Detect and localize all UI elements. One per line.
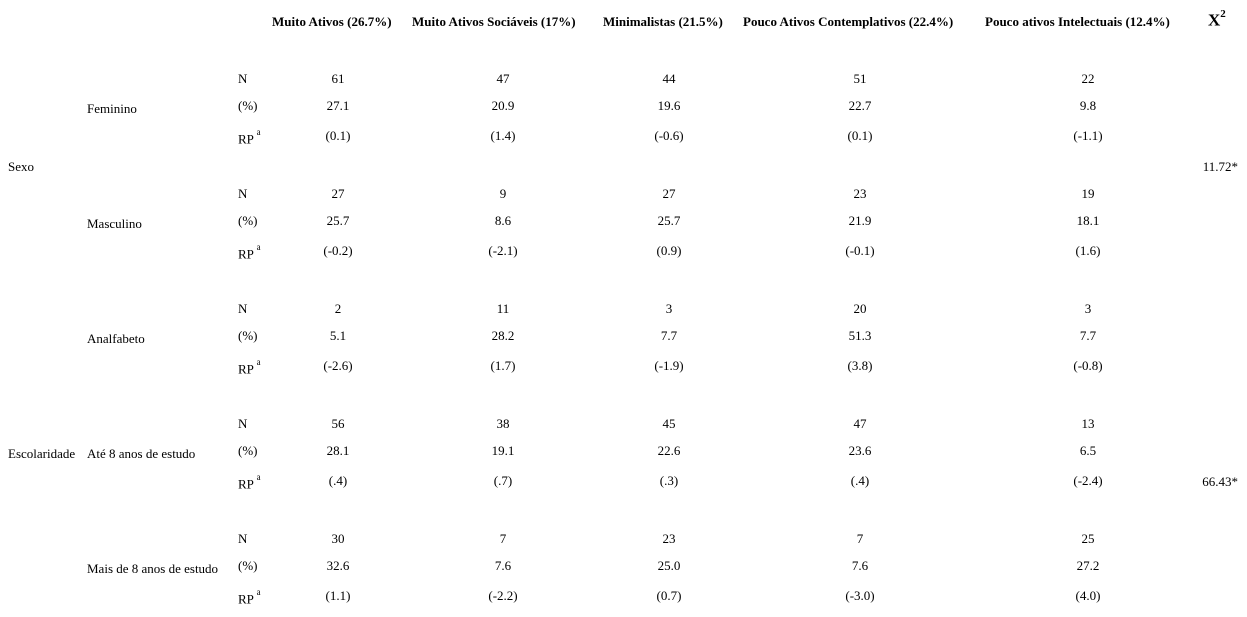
cell-pct: 21.9 [848, 213, 872, 228]
chi-square-symbol: X [1208, 10, 1221, 30]
cell-rp: (1.7) [490, 358, 516, 373]
cell-rp: (-2.1) [488, 243, 518, 258]
cell-pct: 22.7 [848, 98, 872, 113]
cell-rp: (-3.0) [845, 588, 875, 603]
stat-label-n: N [238, 416, 248, 431]
cell-rp: (0.1) [847, 128, 873, 143]
cell-n: 20 [853, 301, 867, 316]
cell-rp: (.4) [328, 473, 348, 488]
stat-label-rp [238, 242, 261, 262]
cell-n: 56 [331, 416, 345, 431]
cell-rp: (-0.6) [654, 128, 684, 143]
cell-n: 13 [1081, 416, 1095, 431]
cell-n: 22 [1081, 71, 1095, 86]
cell-pct: 8.6 [494, 213, 512, 228]
cell-n: 47 [496, 71, 510, 86]
cell-pct: 23.6 [848, 443, 872, 458]
rp-text: RP [238, 246, 254, 262]
rp-text: RP [238, 476, 254, 492]
cell-pct: 20.9 [491, 98, 515, 113]
cell-n: 61 [331, 71, 345, 86]
cell-rp: (-0.2) [323, 243, 353, 258]
stat-label-rp [238, 357, 261, 377]
cell-pct: 25.7 [657, 213, 681, 228]
cell-pct: 27.2 [1076, 558, 1100, 573]
cell-n: 19 [1081, 186, 1095, 201]
cell-rp: (0.7) [656, 588, 682, 603]
cell-pct: 9.8 [1079, 98, 1097, 113]
cell-n: 47 [853, 416, 867, 431]
cell-rp: (-0.1) [845, 243, 875, 258]
group-label: Escolaridade [8, 446, 76, 461]
rp-text: RP [238, 591, 254, 607]
subgroup-label: Masculino [87, 216, 142, 231]
cell-pct: 25.0 [657, 558, 681, 573]
rp-superscript: a [256, 242, 261, 252]
cell-n: 9 [499, 186, 507, 201]
column-header-minimalistas: Minimalistas (21.5%) [603, 14, 723, 29]
cell-pct: 22.6 [657, 443, 681, 458]
group-label: Sexo [8, 159, 34, 174]
cell-n: 23 [662, 531, 676, 546]
cell-rp: (-2.4) [1073, 473, 1103, 488]
cell-pct: 28.2 [491, 328, 515, 343]
cell-n: 7 [499, 531, 507, 546]
chi-square-superscript: 2 [1220, 8, 1226, 20]
cell-pct: 5.1 [329, 328, 347, 343]
cell-n: 27 [662, 186, 676, 201]
cell-pct: 51.3 [848, 328, 872, 343]
cell-rp: (.7) [493, 473, 513, 488]
stat-label-n: N [238, 186, 248, 201]
stat-label-pct: (%) [238, 328, 258, 343]
cell-rp: (3.8) [847, 358, 873, 373]
chi-square-value: 66.43* [1202, 474, 1238, 489]
cell-rp: (-1.9) [654, 358, 684, 373]
cell-n: 25 [1081, 531, 1095, 546]
stat-label-pct: (%) [238, 443, 258, 458]
cell-rp: (1.1) [325, 588, 351, 603]
cell-n: 3 [1084, 301, 1092, 316]
column-header-pouco-ativos-contemplativos: Pouco Ativos Contemplativos (22.4%) [743, 14, 954, 29]
cell-rp: (-1.1) [1073, 128, 1103, 143]
stat-label-rp [238, 127, 261, 147]
cell-n: 27 [331, 186, 345, 201]
cell-rp: (-2.2) [488, 588, 518, 603]
rp-superscript: a [256, 587, 261, 597]
subgroup-label: Mais de 8 anos de estudo [87, 561, 219, 576]
cell-pct: 19.6 [657, 98, 681, 113]
cell-n: 38 [496, 416, 510, 431]
stat-label-n: N [238, 531, 248, 546]
cell-pct: 25.7 [326, 213, 350, 228]
cell-rp: (1.6) [1075, 243, 1101, 258]
cell-pct: 32.6 [326, 558, 350, 573]
stat-label-pct: (%) [238, 558, 258, 573]
stat-label-pct: (%) [238, 213, 258, 228]
cell-n: 45 [662, 416, 676, 431]
cell-pct: 28.1 [326, 443, 350, 458]
cell-n: 44 [662, 71, 676, 86]
cell-pct: 19.1 [491, 443, 515, 458]
rp-superscript: a [256, 127, 261, 137]
cell-n: 23 [853, 186, 867, 201]
rp-text: RP [238, 361, 254, 377]
chi-square-value: 11.72* [1202, 159, 1238, 174]
cell-pct: 7.7 [660, 328, 678, 343]
column-header-muito-ativos-sociaveis: Muito Ativos Sociáveis (17%) [412, 14, 576, 29]
rp-text: RP [238, 131, 254, 147]
stat-label-rp [238, 587, 261, 607]
cell-rp: (.4) [850, 473, 870, 488]
cell-pct: 18.1 [1076, 213, 1100, 228]
chi-square-header [1208, 10, 1226, 31]
cell-pct: 7.6 [494, 558, 512, 573]
cell-n: 30 [331, 531, 345, 546]
cell-pct: 27.1 [326, 98, 350, 113]
rp-superscript: a [256, 472, 261, 482]
subgroup-label: Feminino [87, 101, 137, 116]
cell-rp: (1.4) [490, 128, 516, 143]
stat-label-n: N [238, 301, 248, 316]
cell-pct: 6.5 [1079, 443, 1097, 458]
column-header-muito-ativos: Muito Ativos (26.7%) [272, 14, 392, 29]
cell-rp: (0.1) [325, 128, 351, 143]
stat-label-rp [238, 472, 261, 492]
subgroup-label: Analfabeto [87, 331, 145, 346]
cell-rp: (-0.8) [1073, 358, 1103, 373]
subgroup-label: Até 8 anos de estudo [87, 446, 196, 461]
cell-rp: (-2.6) [323, 358, 353, 373]
rp-superscript: a [256, 357, 261, 367]
cell-rp: (0.9) [656, 243, 682, 258]
cell-n: 11 [496, 301, 510, 316]
cell-pct: 7.6 [851, 558, 869, 573]
cell-n: 3 [665, 301, 673, 316]
cell-rp: (.3) [659, 473, 679, 488]
cell-rp: (4.0) [1075, 588, 1101, 603]
stat-label-n: N [238, 71, 248, 86]
cell-n: 51 [853, 71, 867, 86]
column-header-pouco-ativos-intelectuais: Pouco ativos Intelectuais (12.4%) [985, 14, 1170, 29]
cell-n: 7 [856, 531, 864, 546]
cell-pct: 7.7 [1079, 328, 1097, 343]
stat-label-pct: (%) [238, 98, 258, 113]
cell-n: 2 [334, 301, 342, 316]
